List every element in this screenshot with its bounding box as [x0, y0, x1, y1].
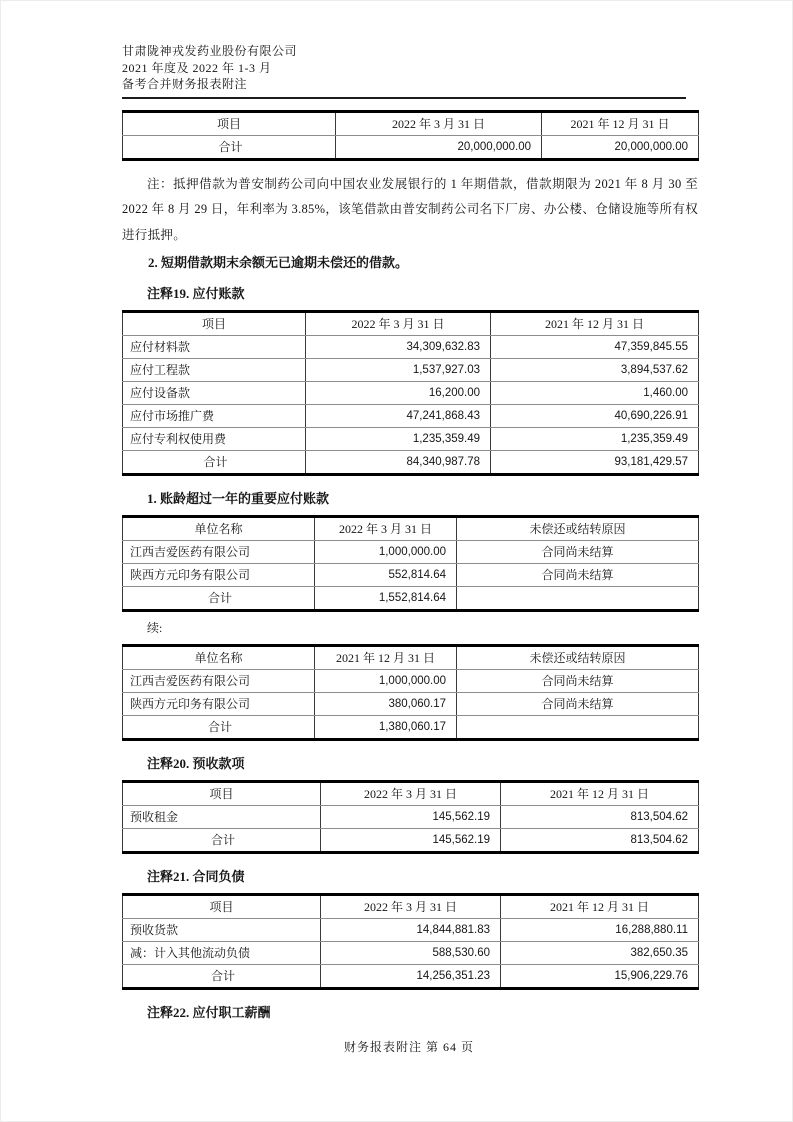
column-header: 2021 年 12 月 31 日: [501, 782, 699, 806]
table-cell: 合同尚未结算: [457, 670, 699, 693]
table-row: [123, 336, 699, 359]
table-row: [123, 382, 699, 405]
table-cell: 应付市场推广费: [123, 405, 306, 428]
table-row: [123, 359, 699, 382]
table-cell: 合同尚未结算: [457, 693, 699, 716]
table-cell: 552,814.64: [315, 564, 457, 587]
column-header: 项目: [123, 895, 321, 919]
report-period: 2021 年度及 2022 年 1-3 月: [122, 60, 272, 75]
table-header-row: [123, 111, 699, 135]
accounts-payable-table: [122, 310, 699, 476]
column-header: 2021 年 12 月 31 日: [542, 111, 699, 135]
company-name: 甘肃陇神戎发药业股份有限公司: [122, 44, 298, 58]
table-cell: 382,650.35: [501, 942, 699, 965]
note21-heading: 注释21. 合同负债: [147, 869, 245, 884]
advances-received-table: [122, 780, 699, 854]
table-row: [123, 405, 699, 428]
column-header: 项目: [123, 312, 306, 336]
table-header-row: [123, 782, 699, 806]
table-cell: 20,000,000.00: [542, 135, 699, 159]
table-cell: 陕西方元印务有限公司: [123, 564, 315, 587]
aging-2021-table: [122, 644, 699, 741]
table-cell: 813,504.62: [501, 829, 699, 853]
column-header: 未偿还或结转原因: [457, 517, 699, 541]
table-cell: 20,000,000.00: [336, 135, 542, 159]
table-cell: 40,690,226.91: [491, 405, 699, 428]
contract-liabilities-table: [122, 893, 699, 990]
table-cell: 3,894,537.62: [491, 359, 699, 382]
table-header-row: [123, 895, 699, 919]
column-header: 2021 年 12 月 31 日: [315, 646, 457, 670]
table-cell: 145,562.19: [321, 829, 501, 853]
table-cell: 1,380,060.17: [315, 716, 457, 740]
table-cell: 588,530.60: [321, 942, 501, 965]
table-cell: 145,562.19: [321, 806, 501, 829]
aging-2022-table: [122, 515, 699, 612]
column-header: 项目: [123, 782, 321, 806]
table-cell: 应付设备款: [123, 382, 306, 405]
column-header: 单位名称: [123, 646, 315, 670]
table-cell: 16,288,880.11: [501, 919, 699, 942]
column-header: 2021 年 12 月 31 日: [491, 312, 699, 336]
table-cell: 应付材料款: [123, 336, 306, 359]
table-cell: [457, 587, 699, 611]
table-row: [123, 829, 699, 853]
table-cell: 合计: [123, 829, 321, 853]
table-row: [123, 919, 699, 942]
table-row: [123, 564, 699, 587]
table-cell: 1,000,000.00: [315, 670, 457, 693]
table-cell: 380,060.17: [315, 693, 457, 716]
column-header: 2022 年 3 月 31 日: [306, 312, 491, 336]
table-cell: 减：计入其他流动负债: [123, 942, 321, 965]
table-cell: 16,200.00: [306, 382, 491, 405]
continued-label: 续:: [147, 621, 163, 635]
table-cell: 15,906,229.76: [501, 965, 699, 989]
table-row: [123, 587, 699, 611]
table-row: [123, 428, 699, 451]
table-row: [123, 541, 699, 564]
no-overdue-loans-line: 2. 短期借款期末余额无已逾期未偿还的借款。: [148, 255, 409, 270]
table-cell: 预收租金: [123, 806, 321, 829]
table-cell: 14,256,351.23: [321, 965, 501, 989]
table-row: [123, 942, 699, 965]
table-cell: 合计: [123, 965, 321, 989]
column-header: 单位名称: [123, 517, 315, 541]
table-cell: 预收货款: [123, 919, 321, 942]
column-header: 2021 年 12 月 31 日: [501, 895, 699, 919]
table-row: [123, 716, 699, 740]
table-cell: 1,235,359.49: [306, 428, 491, 451]
column-header: 2022 年 3 月 31 日: [336, 111, 542, 135]
table-cell: 813,504.62: [501, 806, 699, 829]
table-cell: 93,181,429.57: [491, 451, 699, 475]
table-header-row: [123, 517, 699, 541]
table-row: [123, 693, 699, 716]
table-cell: 应付专利权使用费: [123, 428, 306, 451]
column-header: 2022 年 3 月 31 日: [315, 517, 457, 541]
table-cell: 合计: [123, 135, 336, 159]
table-cell: 1,537,927.03: [306, 359, 491, 382]
table-cell: 江西吉爱医药有限公司: [123, 541, 315, 564]
document-title: 备考合并财务报表附注: [122, 77, 248, 91]
table-row: [123, 670, 699, 693]
mortgage-note-paragraph: 注：抵押借款为普安制药公司向中国农业发展银行的 1 年期借款，借款期限为 2021 年 8 月 30 至 2022 年 8 月 29 日，年利率为 3.85%，该笔借款由普安制药公司名下厂房、办公楼、仓储设施等所有权进行抵押。: [122, 176, 698, 242]
table-header-row: [123, 646, 699, 670]
column-header: 2022 年 3 月 31 日: [321, 895, 501, 919]
table-header-row: [123, 312, 699, 336]
page-footer: 财务报表附注 第 64 页: [343, 1040, 474, 1054]
table-cell: [457, 716, 699, 740]
table-cell: 1,552,814.64: [315, 587, 457, 611]
column-header: 项目: [123, 111, 336, 135]
header-divider: [122, 97, 686, 99]
note20-heading: 注释20. 预收款项: [147, 756, 245, 771]
short-term-loan-total-table: [122, 110, 699, 161]
table-cell: 合计: [123, 587, 315, 611]
table-cell: 34,309,632.83: [306, 336, 491, 359]
column-header: 未偿还或结转原因: [457, 646, 699, 670]
table-cell: 江西吉爱医药有限公司: [123, 670, 315, 693]
table-cell: 47,241,868.43: [306, 405, 491, 428]
table-row: [123, 135, 699, 159]
table-cell: 1,235,359.49: [491, 428, 699, 451]
table-cell: 1,000,000.00: [315, 541, 457, 564]
table-cell: 合同尚未结算: [457, 541, 699, 564]
table-row: [123, 806, 699, 829]
note19-heading: 注释19. 应付账款: [147, 286, 245, 301]
table-cell: 陕西方元印务有限公司: [123, 693, 315, 716]
column-header: 2022 年 3 月 31 日: [321, 782, 501, 806]
table-cell: 84,340,987.78: [306, 451, 491, 475]
table-row: [123, 965, 699, 989]
table-cell: 应付工程款: [123, 359, 306, 382]
note22-heading: 注释22. 应付职工薪酬: [147, 1005, 271, 1020]
document-header: [122, 1, 698, 93]
table-cell: 14,844,881.83: [321, 919, 501, 942]
table-row: [123, 451, 699, 475]
table-cell: 1,460.00: [491, 382, 699, 405]
aging-over-one-year-heading: 1. 账龄超过一年的重要应付账款: [147, 491, 330, 506]
table-cell: 合计: [123, 451, 306, 475]
table-cell: 47,359,845.55: [491, 336, 699, 359]
table-cell: 合计: [123, 716, 315, 740]
table-cell: 合同尚未结算: [457, 564, 699, 587]
